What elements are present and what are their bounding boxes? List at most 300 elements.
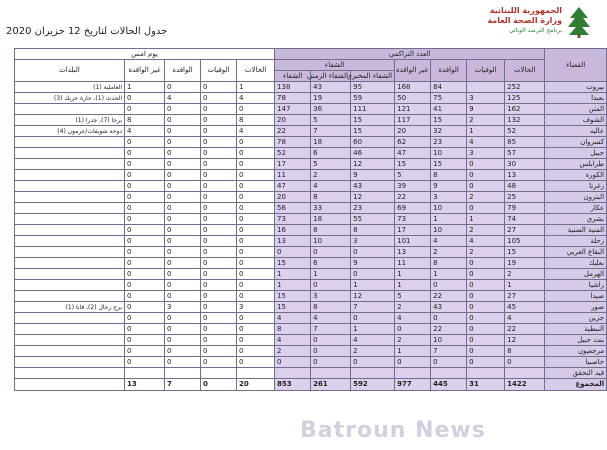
day-imported-cell: 0 (165, 126, 201, 137)
day-local-cell: 4 (125, 126, 165, 137)
towns-cell (15, 313, 125, 324)
day-imported-cell: 0 (165, 148, 201, 159)
towns-cell (15, 258, 125, 269)
day-cases-cell: 0 (237, 291, 275, 302)
table-row (15, 104, 607, 115)
clinical-recovery-cell: 4 (311, 313, 351, 324)
cases-table-container (14, 48, 605, 440)
day-imported-cell: 0 (165, 357, 201, 368)
day-deaths-cell (201, 368, 237, 379)
cases-cell: 25 (505, 192, 545, 203)
header-deaths: الوفيات (467, 60, 505, 82)
cases-cell: 1 (505, 280, 545, 291)
table-row (15, 313, 607, 324)
day-cases-cell: 4 (237, 93, 275, 104)
day-imported-cell: 0 (165, 82, 201, 93)
day-deaths-cell: 0 (201, 203, 237, 214)
recovered-cell: 56 (275, 203, 311, 214)
towns-cell: برجا (7)، جدرا (1) (15, 115, 125, 126)
table-row (15, 302, 607, 313)
day-cases-cell: 0 (237, 346, 275, 357)
header-region: القضاء (545, 49, 607, 82)
deaths-cell: 0 (467, 258, 505, 269)
recovered-cell: 47 (275, 181, 311, 192)
region-cell: صيدا (545, 291, 607, 302)
region-cell: قيد التحقق (545, 368, 607, 379)
day-deaths-cell: 0 (201, 236, 237, 247)
table-row (15, 82, 607, 93)
day-imported-cell: 0 (165, 280, 201, 291)
table-row (15, 236, 607, 247)
lab-recovery-cell (351, 368, 395, 379)
cases-cell: 27 (505, 225, 545, 236)
day-imported-cell: 0 (165, 346, 201, 357)
day-cases-cell: 0 (237, 335, 275, 346)
day-cases-cell: 0 (237, 170, 275, 181)
table-row (15, 269, 607, 280)
day-local-cell: 0 (125, 346, 165, 357)
table-row (15, 258, 607, 269)
day-imported-cell: 4 (165, 93, 201, 104)
day-cases-cell: 0 (237, 269, 275, 280)
region-cell: عكار (545, 203, 607, 214)
lab-recovery-cell: 2 (351, 346, 395, 357)
region-cell: البترون (545, 192, 607, 203)
towns-cell: دوحة شويفات/عرمون (4) (15, 126, 125, 137)
recovered-cell: 22 (275, 126, 311, 137)
day-imported-cell: 0 (165, 170, 201, 181)
lab-recovery-cell: 15 (351, 126, 395, 137)
local-cell: 1 (395, 280, 431, 291)
imported-cell: 10 (431, 335, 467, 346)
day-local-cell: 0 (125, 335, 165, 346)
deaths-cell: 0 (467, 346, 505, 357)
day-cases-cell: 0 (237, 214, 275, 225)
day-imported-cell: 0 (165, 324, 201, 335)
cases-cell: 27 (505, 291, 545, 302)
lab-recovery-cell: 592 (351, 379, 395, 391)
recovered-cell: 0 (275, 247, 311, 258)
local-cell: 101 (395, 236, 431, 247)
lab-recovery-cell: 46 (351, 148, 395, 159)
day-imported-cell: 0 (165, 291, 201, 302)
imported-cell: 2 (431, 247, 467, 258)
towns-cell (15, 203, 125, 214)
table-row (15, 368, 607, 379)
day-local-cell: 0 (125, 203, 165, 214)
imported-cell: 10 (431, 225, 467, 236)
towns-cell (15, 324, 125, 335)
lab-recovery-cell: 55 (351, 214, 395, 225)
region-cell: المتن (545, 104, 607, 115)
imported-cell: 8 (431, 258, 467, 269)
recovered-cell: 15 (275, 258, 311, 269)
clinical-recovery-cell: 18 (311, 214, 351, 225)
cases-cell: 0 (505, 357, 545, 368)
lab-recovery-cell: 0 (351, 313, 395, 324)
day-deaths-cell: 0 (201, 159, 237, 170)
total-row (15, 379, 607, 391)
recovered-cell: 16 (275, 225, 311, 236)
imported-cell: 41 (431, 104, 467, 115)
cases-cell: 252 (505, 82, 545, 93)
region-cell: بيروت (545, 82, 607, 93)
local-cell: 39 (395, 181, 431, 192)
clinical-recovery-cell: 18 (311, 137, 351, 148)
recovered-cell: 20 (275, 115, 311, 126)
deaths-cell: 3 (467, 148, 505, 159)
table-row (15, 192, 607, 203)
lab-recovery-cell: 7 (351, 302, 395, 313)
day-local-cell: 0 (125, 159, 165, 170)
cases-cell: 105 (505, 236, 545, 247)
cases-cell: 1422 (505, 379, 545, 391)
deaths-cell (467, 368, 505, 379)
day-deaths-cell: 0 (201, 115, 237, 126)
lab-recovery-cell: 95 (351, 82, 395, 93)
lab-recovery-cell: 0 (351, 247, 395, 258)
day-deaths-cell: 0 (201, 302, 237, 313)
imported-cell: 1 (431, 269, 467, 280)
logo-line-3: برنامج الترصد الوبائي (508, 27, 562, 34)
day-local-cell: 1 (125, 82, 165, 93)
cases-table (14, 48, 607, 391)
day-local-cell: 0 (125, 313, 165, 324)
cases-cell: 12 (505, 335, 545, 346)
lab-recovery-cell: 15 (351, 115, 395, 126)
day-cases-cell: 0 (237, 181, 275, 192)
local-cell: 5 (395, 170, 431, 181)
table-row (15, 214, 607, 225)
towns-cell: الحدث (1)، حارة حريك (3) (15, 93, 125, 104)
deaths-cell (467, 82, 505, 93)
deaths-cell: 0 (467, 203, 505, 214)
cases-cell: 30 (505, 159, 545, 170)
day-local-cell: 0 (125, 247, 165, 258)
day-cases-cell: 0 (237, 192, 275, 203)
local-cell: 17 (395, 225, 431, 236)
day-deaths-cell: 0 (201, 225, 237, 236)
day-deaths-cell: 0 (201, 291, 237, 302)
header-imported: الوافدة (431, 60, 467, 82)
recovered-cell: 52 (275, 148, 311, 159)
imported-cell: 8 (431, 170, 467, 181)
day-deaths-cell: 0 (201, 82, 237, 93)
deaths-cell: 0 (467, 280, 505, 291)
lab-recovery-cell: 12 (351, 192, 395, 203)
day-imported-cell: 0 (165, 258, 201, 269)
region-cell: طرابلس (545, 159, 607, 170)
imported-cell: 84 (431, 82, 467, 93)
day-deaths-cell: 0 (201, 269, 237, 280)
day-local-cell: 0 (125, 236, 165, 247)
day-imported-cell: 0 (165, 214, 201, 225)
day-imported-cell: 0 (165, 159, 201, 170)
clinical-recovery-cell: 6 (311, 148, 351, 159)
day-deaths-cell: 0 (201, 170, 237, 181)
deaths-cell: 2 (467, 247, 505, 258)
towns-cell (15, 225, 125, 236)
towns-cell: العاملية (1) (15, 82, 125, 93)
lab-recovery-cell: 4 (351, 335, 395, 346)
local-cell: 11 (395, 258, 431, 269)
day-local-cell: 0 (125, 181, 165, 192)
recovered-cell: 1 (275, 280, 311, 291)
day-deaths-cell: 0 (201, 247, 237, 258)
cases-cell: 79 (505, 203, 545, 214)
clinical-recovery-cell (311, 368, 351, 379)
logo-line-2: وزارة الصحة العامة (487, 16, 562, 25)
day-cases-cell: 20 (237, 379, 275, 391)
header-day-local: غير الوافدة (125, 60, 165, 82)
lab-recovery-cell: 8 (351, 225, 395, 236)
recovered-cell: 8 (275, 324, 311, 335)
deaths-cell: 2 (467, 115, 505, 126)
cedar-icon (566, 6, 592, 38)
day-imported-cell: 0 (165, 335, 201, 346)
deaths-cell: 9 (467, 104, 505, 115)
day-deaths-cell: 0 (201, 379, 237, 391)
local-cell: 2 (395, 302, 431, 313)
clinical-recovery-cell: 6 (311, 258, 351, 269)
imported-cell: 445 (431, 379, 467, 391)
lab-recovery-cell: 12 (351, 291, 395, 302)
region-cell: زحلة (545, 236, 607, 247)
imported-cell: 32 (431, 126, 467, 137)
local-cell: 0 (395, 357, 431, 368)
day-cases-cell: 1 (237, 82, 275, 93)
day-local-cell: 0 (125, 104, 165, 115)
local-cell: 47 (395, 148, 431, 159)
region-cell: راشيا (545, 280, 607, 291)
day-cases-cell: 0 (237, 247, 275, 258)
region-cell: المجموع (545, 379, 607, 391)
local-cell: 20 (395, 126, 431, 137)
header-towns: البلدات (15, 60, 125, 82)
towns-cell (15, 159, 125, 170)
lab-recovery-cell: 0 (351, 269, 395, 280)
day-cases-cell: 0 (237, 357, 275, 368)
header-recovery-group: الشفاء (275, 60, 395, 71)
recovered-cell: 1 (275, 269, 311, 280)
logo-line-1: الجمهورية اللبنانية (489, 6, 562, 15)
cases-cell: 13 (505, 170, 545, 181)
day-cases-cell: 0 (237, 236, 275, 247)
cases-cell: 8 (505, 346, 545, 357)
towns-cell (15, 335, 125, 346)
region-cell: الهرمل (545, 269, 607, 280)
lab-recovery-cell: 60 (351, 137, 395, 148)
day-cases-cell: 0 (237, 258, 275, 269)
day-deaths-cell: 0 (201, 148, 237, 159)
towns-cell (15, 269, 125, 280)
deaths-cell: 1 (467, 214, 505, 225)
lab-recovery-cell: 12 (351, 159, 395, 170)
towns-cell (15, 236, 125, 247)
header-yesterday-group: يوم امس (15, 49, 275, 60)
header-clinical-recovery: الشفاء الزمني (311, 71, 351, 82)
local-cell: 117 (395, 115, 431, 126)
deaths-cell: 0 (467, 357, 505, 368)
deaths-cell: 0 (467, 302, 505, 313)
header-lab-recovery: الشفاء المخبري (351, 71, 395, 82)
day-cases-cell: 0 (237, 148, 275, 159)
day-local-cell: 0 (125, 93, 165, 104)
day-deaths-cell: 0 (201, 313, 237, 324)
imported-cell: 7 (431, 346, 467, 357)
day-local-cell: 0 (125, 280, 165, 291)
day-imported-cell (165, 368, 201, 379)
day-deaths-cell: 0 (201, 192, 237, 203)
imported-cell: 10 (431, 203, 467, 214)
region-cell: بعبدا (545, 93, 607, 104)
table-row (15, 346, 607, 357)
imported-cell: 1 (431, 214, 467, 225)
header-cumulative-group: العدد التراكمي (275, 49, 545, 60)
recovered-cell: 20 (275, 192, 311, 203)
day-local-cell: 0 (125, 192, 165, 203)
recovered-cell: 2 (275, 346, 311, 357)
day-cases-cell: 0 (237, 225, 275, 236)
towns-cell (15, 291, 125, 302)
table-row (15, 159, 607, 170)
cases-cell: 132 (505, 115, 545, 126)
day-imported-cell: 3 (165, 302, 201, 313)
day-local-cell: 0 (125, 137, 165, 148)
local-cell: 977 (395, 379, 431, 391)
local-cell: 62 (395, 137, 431, 148)
header-day-imported: الوافدة (165, 60, 201, 82)
clinical-recovery-cell: 8 (311, 192, 351, 203)
region-cell: جبيل (545, 148, 607, 159)
deaths-cell: 0 (467, 181, 505, 192)
day-cases-cell: 3 (237, 302, 275, 313)
clinical-recovery-cell: 0 (311, 346, 351, 357)
day-imported-cell: 0 (165, 225, 201, 236)
recovered-cell (275, 368, 311, 379)
day-cases-cell: 0 (237, 104, 275, 115)
header-day-cases: الحالات (237, 60, 275, 82)
day-local-cell: 13 (125, 379, 165, 391)
lab-recovery-cell: 111 (351, 104, 395, 115)
region-cell: بشري (545, 214, 607, 225)
clinical-recovery-cell: 36 (311, 104, 351, 115)
imported-cell: 3 (431, 192, 467, 203)
day-deaths-cell: 0 (201, 137, 237, 148)
recovered-cell: 4 (275, 313, 311, 324)
local-cell: 5 (395, 291, 431, 302)
region-cell: المنية الضنية (545, 225, 607, 236)
imported-cell: 23 (431, 137, 467, 148)
imported-cell: 0 (431, 280, 467, 291)
imported-cell: 0 (431, 357, 467, 368)
local-cell (395, 368, 431, 379)
cases-cell (505, 368, 545, 379)
lab-recovery-cell: 1 (351, 324, 395, 335)
cases-cell: 85 (505, 137, 545, 148)
clinical-recovery-cell: 8 (311, 302, 351, 313)
clinical-recovery-cell: 43 (311, 82, 351, 93)
clinical-recovery-cell: 33 (311, 203, 351, 214)
local-cell: 22 (395, 192, 431, 203)
local-cell: 15 (395, 159, 431, 170)
table-row (15, 291, 607, 302)
imported-cell: 4 (431, 236, 467, 247)
region-cell: بعلبك (545, 258, 607, 269)
deaths-cell: 0 (467, 291, 505, 302)
cases-cell: 162 (505, 104, 545, 115)
deaths-cell: 0 (467, 170, 505, 181)
clinical-recovery-cell: 0 (311, 280, 351, 291)
deaths-cell: 4 (467, 236, 505, 247)
deaths-cell: 4 (467, 137, 505, 148)
day-local-cell: 0 (125, 148, 165, 159)
table-row (15, 148, 607, 159)
day-imported-cell: 0 (165, 236, 201, 247)
towns-cell (15, 247, 125, 258)
recovered-cell: 4 (275, 335, 311, 346)
local-cell: 121 (395, 104, 431, 115)
table-row (15, 203, 607, 214)
day-cases-cell (237, 368, 275, 379)
recovered-cell: 78 (275, 137, 311, 148)
recovered-cell: 73 (275, 214, 311, 225)
day-deaths-cell: 0 (201, 258, 237, 269)
imported-cell: 43 (431, 302, 467, 313)
header-cases: الحالات (505, 60, 545, 82)
day-imported-cell: 0 (165, 269, 201, 280)
local-cell: 50 (395, 93, 431, 104)
day-imported-cell: 0 (165, 203, 201, 214)
towns-cell (15, 192, 125, 203)
day-local-cell: 0 (125, 291, 165, 302)
table-row (15, 335, 607, 346)
local-cell: 1 (395, 269, 431, 280)
towns-cell (15, 148, 125, 159)
day-imported-cell: 0 (165, 181, 201, 192)
local-cell: 13 (395, 247, 431, 258)
clinical-recovery-cell: 5 (311, 115, 351, 126)
local-cell: 0 (395, 324, 431, 335)
day-local-cell: 8 (125, 115, 165, 126)
deaths-cell: 0 (467, 159, 505, 170)
local-cell: 168 (395, 82, 431, 93)
table-row (15, 225, 607, 236)
lab-recovery-cell: 1 (351, 280, 395, 291)
cases-cell: 57 (505, 148, 545, 159)
deaths-cell: 3 (467, 93, 505, 104)
table-row (15, 324, 607, 335)
clinical-recovery-cell: 8 (311, 225, 351, 236)
header-recovered: الشفاء (275, 71, 311, 82)
lab-recovery-cell: 0 (351, 357, 395, 368)
day-deaths-cell: 0 (201, 324, 237, 335)
table-row (15, 247, 607, 258)
day-deaths-cell: 0 (201, 214, 237, 225)
towns-cell (15, 137, 125, 148)
deaths-cell: 0 (467, 269, 505, 280)
clinical-recovery-cell: 7 (311, 324, 351, 335)
clinical-recovery-cell: 1 (311, 269, 351, 280)
lab-recovery-cell: 9 (351, 170, 395, 181)
recovered-cell: 78 (275, 93, 311, 104)
cases-cell: 19 (505, 258, 545, 269)
table-row (15, 280, 607, 291)
towns-cell (15, 346, 125, 357)
region-cell: جزين (545, 313, 607, 324)
deaths-cell: 2 (467, 192, 505, 203)
clinical-recovery-cell: 0 (311, 335, 351, 346)
